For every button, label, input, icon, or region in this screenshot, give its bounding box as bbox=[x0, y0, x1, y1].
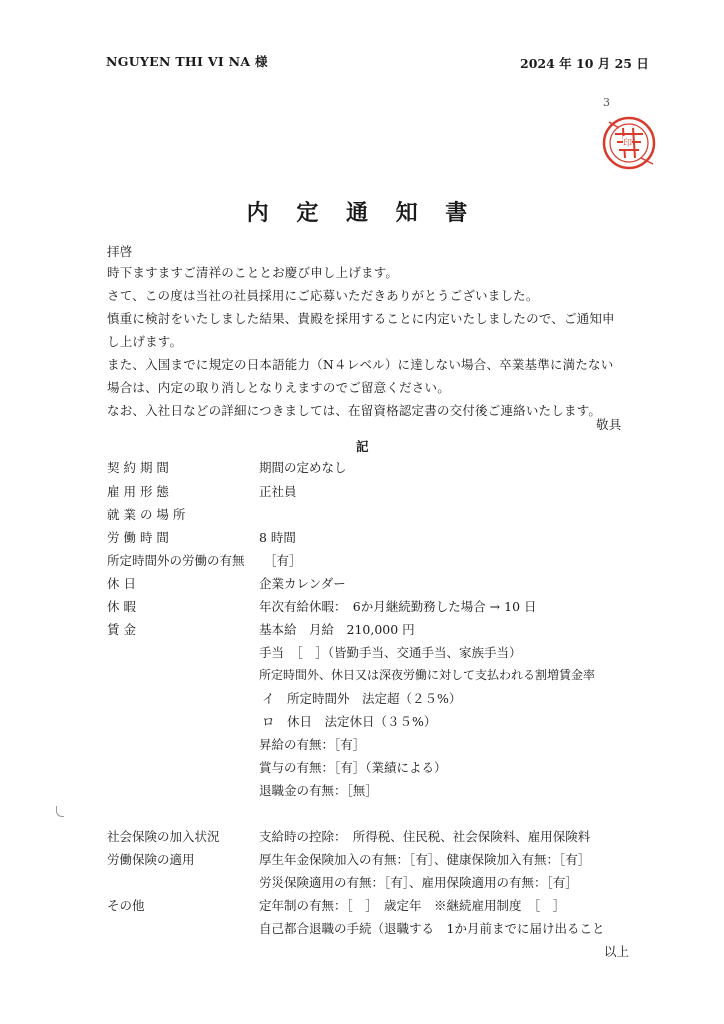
body-line: 時下ますますご清祥のこととお慶び申し上げます。 bbox=[107, 265, 399, 280]
closing-remark: 敬具 bbox=[596, 417, 622, 432]
term-value: 期間の定めなし bbox=[259, 460, 347, 475]
wage-detail: 賞与の有無：［有］（業績による） bbox=[259, 760, 447, 775]
issue-date: 2024 年 10 月 25 日 bbox=[520, 56, 649, 71]
document-title: 内 定 通 知 書 bbox=[246, 200, 478, 226]
insurance-label: 労働保険の適用 bbox=[107, 852, 195, 867]
wage-detail: イ 所定時間外 法定超（２５%） bbox=[262, 691, 462, 706]
term-value: 企業カレンダー bbox=[259, 576, 346, 591]
company-seal bbox=[597, 96, 659, 170]
term-label: 休 暇 bbox=[107, 599, 136, 614]
term-value: 基本給 月給 210,000 円 bbox=[259, 622, 415, 637]
end-mark: 以上 bbox=[604, 944, 630, 959]
insurance-value: 定年制の有無：［ ］ 歳定年 ※継続雇用制度 ［ ］ bbox=[259, 898, 566, 913]
term-value: 正社員 bbox=[259, 484, 297, 499]
body-line: なお、入社日などの詳細につきましては、在留資格認定書の交付後ご連絡いたします。 bbox=[107, 403, 602, 418]
insurance-value: 厚生年金保険加入の有無：［有］、健康保険加入有無：［有］ bbox=[259, 852, 591, 867]
term-label: 労 働 時 間 bbox=[107, 530, 169, 545]
body-line: 場合は、内定の取り消しとなりえますのでご留意ください。 bbox=[107, 380, 450, 395]
wage-detail: 退職金の有無：［無］ bbox=[259, 783, 378, 798]
scan-mark bbox=[56, 806, 64, 817]
recipient-name: NGUYEN THI VI NA 様 bbox=[106, 54, 268, 69]
body-line: し上げます。 bbox=[107, 334, 183, 349]
insurance-label: 社会保険の加入状況 bbox=[107, 829, 220, 844]
insurance-value: 支給時の控除： 所得税、住民税、社会保険料、雇用保険料 bbox=[259, 829, 591, 844]
wage-detail: 昇給の有無：［有］ bbox=[259, 737, 366, 752]
insurance-value: 労災保険適用の有無：［有］、雇用保険適用の有無：［有］ bbox=[259, 875, 578, 890]
term-label: 契 約 期 間 bbox=[107, 460, 169, 475]
wage-detail: ロ 休日 法定休日（３５%） bbox=[262, 714, 437, 729]
term-value: 年次有給休暇： 6か月継続勤務した場合 → 10 日 bbox=[259, 599, 537, 614]
term-value: 8 時間 bbox=[259, 530, 296, 545]
term-label: 就 業 の 場 所 bbox=[107, 507, 186, 522]
insurance-label: その他 bbox=[107, 898, 145, 913]
insurance-value: 自己都合退職の手続（退職する 1か月前までに届け出ること bbox=[259, 921, 605, 936]
term-label: 所定時間外の労働の有無 bbox=[107, 553, 245, 568]
ki-heading: 記 bbox=[356, 439, 369, 454]
seal-corner-mark: 3 bbox=[603, 96, 610, 109]
term-label: 雇 用 形 態 bbox=[107, 484, 169, 499]
body-line: 慎重に検討をいたしました結果、貴殿を採用することに内定いたしましたので、ご通知申 bbox=[107, 311, 615, 326]
term-value: ［有］ bbox=[264, 553, 302, 568]
opening-greeting: 拝啓 bbox=[107, 244, 133, 259]
body-line: また、入国までに規定の日本語能力（N４レベル）に達しない場合、卒業基準に満たない bbox=[107, 357, 614, 372]
term-label: 賃 金 bbox=[107, 622, 136, 637]
wage-detail: 所定時間外、休日又は深夜労働に対して支払われる割増賃金率 bbox=[259, 668, 596, 682]
term-label: 休 日 bbox=[107, 576, 136, 591]
body-text bbox=[107, 261, 615, 422]
seal-inner-mark: 印 bbox=[623, 136, 632, 149]
body-line: さて、この度は当社の社員採用にご応募いただきありがとうございました。 bbox=[107, 288, 539, 303]
wage-detail: 手当 ［ ］（皆勤手当、交通手当、家族手当） bbox=[259, 645, 522, 660]
